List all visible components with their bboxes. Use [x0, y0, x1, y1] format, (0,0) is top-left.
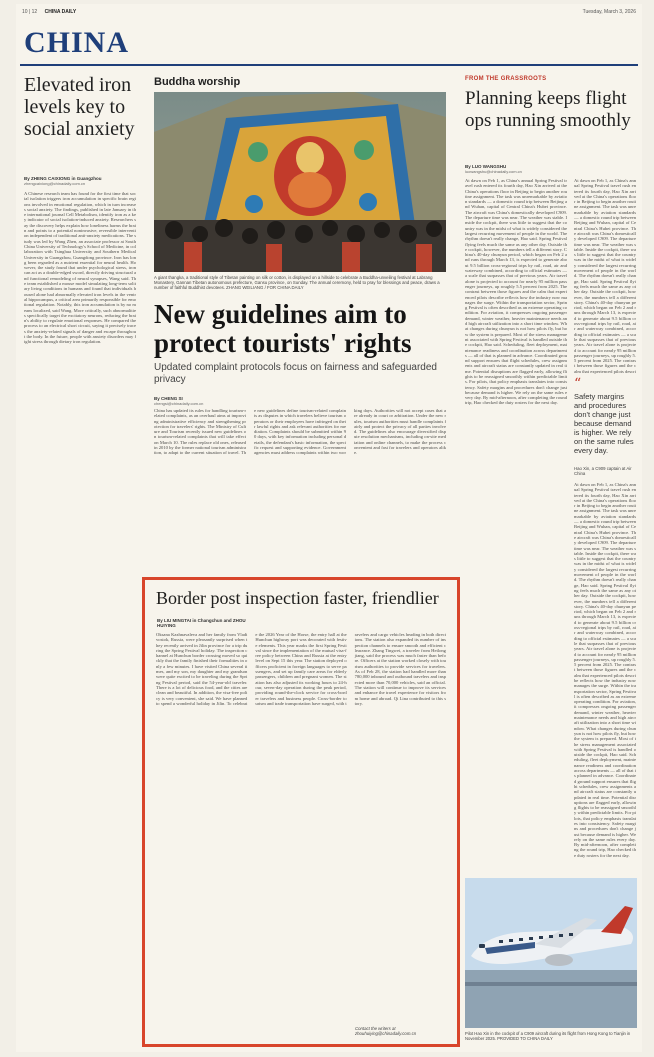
main-story-body: China has updated its rules for handling tourism-related complaints, as an overhaul aims at improving administrative efficiency and strengthening protection for travelers' rights. The Ministry of Culture and Tourism recently issued new guidelines on tourism-related complaints that will take effect on March 10. The rules replace old ones, released in 2010 by the former national tourism administration, to adapt to the current situation of travel. The new guidelines define tourism-related complaints as disputes in which travelers believe tourism operators or their employees have infringed on their lawful rights and ask relevant authorities for mediation. Complaints should be submitted within 90 days, with key information including personal details, the defendant's basic information, the specific request and supporting evidence. Government agencies must address complaints within two working days. Authorities will not accept cases that are already in court or arbitration. Under the new rules, tourism authorities must handle complaints fairly and protect the privacy of all parties involved. The guidelines also encourage diversified dispute resolution mechanisms, including on-site mediation and online channels, to make the process convenient and fast for travelers and operators alike.: [154, 408, 446, 456]
newspaper-page: [16, 4, 642, 1052]
header-left: [22, 9, 76, 15]
right-story-body: At dawn on Feb 1, as China's annual Spring Festival travel rush entered its fourth day, Hao Xin arrived at the China's operations floor in Beijing to begin another routine assignment. The task was unremarkable by aviation standards — a domestic round trip between Beijing and Wuhan, capital of Central China's Hubei province. The aircraft was China's domestically developed C909. The departure time was near. The weather was stable. Inside the cockpit, there was little to suggest that the country was in the midst of what is widely considered the largest recurring movement of people in the world. The rhythm doesn't really change, Hao said. Spring Festival flying feels much the same as any other day. Outside the cockpit, however, the numbers tell a different story. China's 40-day chunyun period, which began on Feb 2 and runs through March 13, is expected to generate about 9.5 billion cross-regional trips by rail, road, air and waterway combined, according to official estimates — a scale that surpasses that of previous years. Air travel alone is projected to account for nearly 95 million passenger journeys, up roughly 5.5 percent from 2025. The contrast between those figures and the calm that experienced pilots describe reflects how the industry now manages the surge. Within the transportation sector, Spring Festival is often described as an extreme operating condition. For aviation, it compresses ongoing passenger demand, winter weather, heavier maintenance needs and high aircraft utilization into a short time window. What changes during chunyun is not how pilots fly, but how the system is prepared. Most of the stress management associated with Spring Festival is handled outside the cockpit, Hao said. Scheduling, fleet deployment, maintenance readiness and coordination across departments — all of that is planned in advance. Coordinated ground support ensures that flight schedules, crew assignments and aircraft status are constantly updated in real time. Potential disruptions are flagged early, allowing flights to be reassigned smoothly within predictable limits. For pilots, that policy emphasis translates into consistency. Safety margins and procedures don't change just because demand is higher. We rely on the same rules every day. By mid-afternoon, after completing the round trip, Hao checked the duty rosters for the next day.: [465, 178, 567, 406]
thangka-photo: [154, 92, 446, 272]
border-story-contact: Contact the writers at zhouhuiying@chinadaily.com.cn: [355, 1026, 417, 1036]
aircraft-illustration: [465, 878, 637, 1028]
border-story-body: Oksana Kazhnavaleva and her family from Vladivostok, Russia, were pleasantly surprised when they recently arrived in Jilin province for a trip during the Spring Festival holiday. The inspection channel at Hunchun border crossing moved so quickly that the family finished their formalities in only a few minutes. I have visited China several times, and my son, my daughter and my grandson were quite excited to be traveling during the Spring Festival period, said the 54-year-old traveler. There is a lot of delicious food, and the cities are clean and beautiful. In addition, the visa-free policy is very convenient, she said. We have planned to spend a wonderful holiday in Jilin. To celebrate the 2026 Year of the Horse, the entry hall at the Hunchun highway port was decorated with festive elements. This year marks the first Spring Festival since the implementation of the mutual visa-free policy between China and Russia at the entry level on Sept 15 this year. The station deployed officers proficient in foreign languages to serve passengers, and set up family care areas for elderly passengers, children and pregnant women. The station has also adjusted its working hours to 24-hour, seven-day operation during the peak period, providing round-the-clock service for cross-border travelers and business people. Cross-border tourism and trade transportation have surged, with travelers and cargo vehicles heading in both directions. The station also expanded its number of inspection channels to ensure smooth and efficient clearance. Zhang Tingwei, a traveler from Heilongjiang, said the process was much faster than before. Officers at the station worked closely with tourism authorities to provide services for travelers. As of Feb 28, the station had handled more than 780,000 inbound and outbound travelers and inspected more than 70,000 vehicles, said an official. The station will continue to improve its services and enhance the travel experience for visitors from home and abroad. Qi Lina contributed to this story.: [156, 632, 446, 706]
main-story-headline: New guidelines aim to protect tourists' rights: [154, 299, 412, 358]
border-story-byline: By LIU MINGTAI in Changchun and ZHOU HUIYING: [157, 618, 246, 628]
border-story-headline: Border post inspection faster, friendlier: [156, 588, 439, 608]
right-story-body-continued: At dawn on Feb 1, as China's annual Spring Festival travel rush entered its fourth day, Hao Xin arrived at the China's operations floor in Beijing to begin another routine assignment. The task was unremarkable by aviation standards — a domestic round trip between Beijing and Wuhan, capital of Central China's Hubei province. The aircraft was China's domestically developed C909. The departure time was near. The weather was stable. Inside the cockpit, there was little to suggest that the country was in the midst of what is widely considered the largest recurring movement of people in the world. The rhythm doesn't really change, Hao said. Spring Festival flying feels much the same as any other day. Outside the cockpit, however, the numbers tell a different story. China's 40-day chunyun period, which began on Feb 2 and runs through March 13, is expected to generate about 9.5 billion cross-regional trips by rail, road, air and waterway combined, according to official estimates — a scale that surpasses that of previous years. Air travel alone is projected to account for nearly 95 million passenger journeys, up roughly 5.5 percent from 2025. The contrast between those figures and the calm that experienced pilots describe reflects how the industry now manages the surge. Within the transportation sector, Spring Festival is often described as an extreme operating condition. For aviation, it compresses ongoing passenger demand, winter weather, heavier maintenance needs and high aircraft utilization into a short time window. What changes during chunyun is not how pilots fly, but how the system is prepared. Most of the stress management associated with Spring Festival is handled outside the cockpit, Hao said. Scheduling, fleet deployment, maintenance readiness and coordination across departments — all of that is planned in advance. Coordinated ground support ensures that flight schedules, crew assignments and aircraft status are constantly updated in real time. Potential disruptions are flagged early, allowing flights to be reassigned smoothly within predictable limits. For pilots, that policy emphasis translates into consistency. Safety margins and procedures don't change just because demand is higher. We rely on the same rules every day. By mid-afternoon, after completing the round trip, Hao checked the duty rosters for the next day.: [574, 482, 636, 858]
pull-quote-attribution: Hao Xin, a C909 captain at Air China: [574, 466, 632, 476]
pull-quote: Safety margins and procedures don't change just because demand is higher. We rely on the same rules every day.: [574, 392, 634, 455]
section-rule: [20, 64, 638, 66]
main-story-email: chengsi@chinadaily.com.cn: [154, 401, 204, 406]
issue-date: Tuesday, March 3, 2026: [582, 9, 636, 15]
quote-mark-icon: “: [574, 376, 582, 392]
grassroots-tag: FROM THE GRASSROOTS: [465, 76, 547, 82]
page-label: 10 | 12: [22, 9, 38, 15]
main-story-meta: [154, 396, 242, 406]
left-story-byline: By ZHENG CAIXIONG in Guangzhou: [24, 176, 102, 181]
right-story-meta: [465, 164, 565, 174]
thangka-illustration: [154, 92, 446, 272]
left-story-meta: [24, 176, 136, 186]
main-story-byline: By CHENG SI: [154, 396, 183, 401]
right-story-body-top: At dawn on Feb 1, as China's annual Spring Festival travel rush entered its fourth day, Hao Xin arrived at the China's operations floor in Beijing to begin another routine assignment. The task was unremarkable by aviation standards — a domestic round trip between Beijing and Wuhan, capital of Central China's Hubei province. The aircraft was China's domestically developed C909. The departure time was near. The weather was stable. Inside the cockpit, there was little to suggest that the country was in the midst of what is widely considered the largest recurring movement of people in the world. The rhythm doesn't really change, Hao said. Spring Festival flying feels much the same as any other day. Outside the cockpit, however, the numbers tell a different story. China's 40-day chunyun period, which began on Feb 2 and runs through March 13, is expected to generate about 9.5 billion cross-regional trips by rail, road, air and waterway combined, according to official estimates — a scale that surpasses that of previous years. Air travel alone is projected to account for nearly 95 million passenger journeys, up roughly 5.5 percent from 2025. The contrast between those figures and the calm that experienced pilots descri: [574, 178, 636, 374]
photo-caption: A giant thangka, a traditional style of Tibetan painting on silk or cotton, is displayed on a hillside to celebrate a Buddha-unveiling festival at Labrang Monastery, Gannan Tibetan autonomous prefecture, Gansu province, on Sunday. The annual ceremony, held to pray for blessings and peace, draws a number of faithful Buddhist devotees. ZHANG WEILIANG / FOR CHINA DAILY: [154, 275, 440, 291]
page-header: [16, 7, 642, 19]
left-story-body: A Chinese research team has found for the first time that social isolation triggers iron accumulation in specific brain regions involved in emotional regulation, which in turn increases social anxiety. The findings, published in late January in the international journal Cell Metabolism, identify iron as a key indicator of social isolation-induced anxiety. Researchers say the discovery helps explain how loneliness harms the brain and points to a potential noninvasive, reversible intervention independent of traditional anti-anxiety medications. The study was led by Wang Zhen, an associate professor at South China University of Technology's School of Medicine, in collaboration with Tsinghua University and Southern Medical University in Guangzhou, Guangdong province. Iron has long been regarded as a nutrient essential for neural health. However, the study found that under psychological stress, iron can act as a double-edged sword, directly driving structural and functional remodeling of neural synapses, Wang said. The team established a mouse model simulating long-term solitary living conditions in humans and found that individuals housed alone had abnormally elevated iron levels in the ventral hippocampus, a critical area primarily responsible for emotional regulation. Notably, this iron accumulation is by no means localized, said Wang. More critically, such abnormalities specifically target the excitatory neurons, reducing the brain's ability to regulate emotional responses. He compared the process to an electrical short circuit, saying it precisely traces the anxiety-related signals of danger and escape throughout the body. In the future, people with anxiety disorders may fight stress through dietary iron regulation.: [24, 191, 136, 345]
main-story-subhead: Updated complaint protocols focus on fairness and safeguarded privacy: [154, 362, 437, 385]
section-title: CHINA: [24, 26, 130, 59]
border-story-box: [142, 577, 460, 1047]
left-story-email: zhengcaixiong@chinadaily.com.cn: [24, 181, 86, 186]
right-story-email: luowangshu@chinadaily.com.cn: [465, 169, 522, 174]
brand-name: CHINA DAILY: [44, 9, 77, 15]
aircraft-photo: [465, 878, 637, 1028]
right-story-headline: Planning keeps flight ops running smoothly: [465, 88, 631, 131]
left-story-headline: Elevated iron levels key to social anxiety: [24, 74, 135, 140]
right-story-byline: By LUO WANGSHU: [465, 164, 507, 169]
aircraft-photo-caption: Pilot Hao Xin in the cockpit of a C909 aircraft during its flight from Hong Kong to Tianjin in November 2025. PROVIDED TO CHINA DAILY: [465, 1031, 631, 1041]
border-story-meta: [157, 618, 252, 628]
photo-kicker: Buddha worship: [154, 76, 241, 88]
